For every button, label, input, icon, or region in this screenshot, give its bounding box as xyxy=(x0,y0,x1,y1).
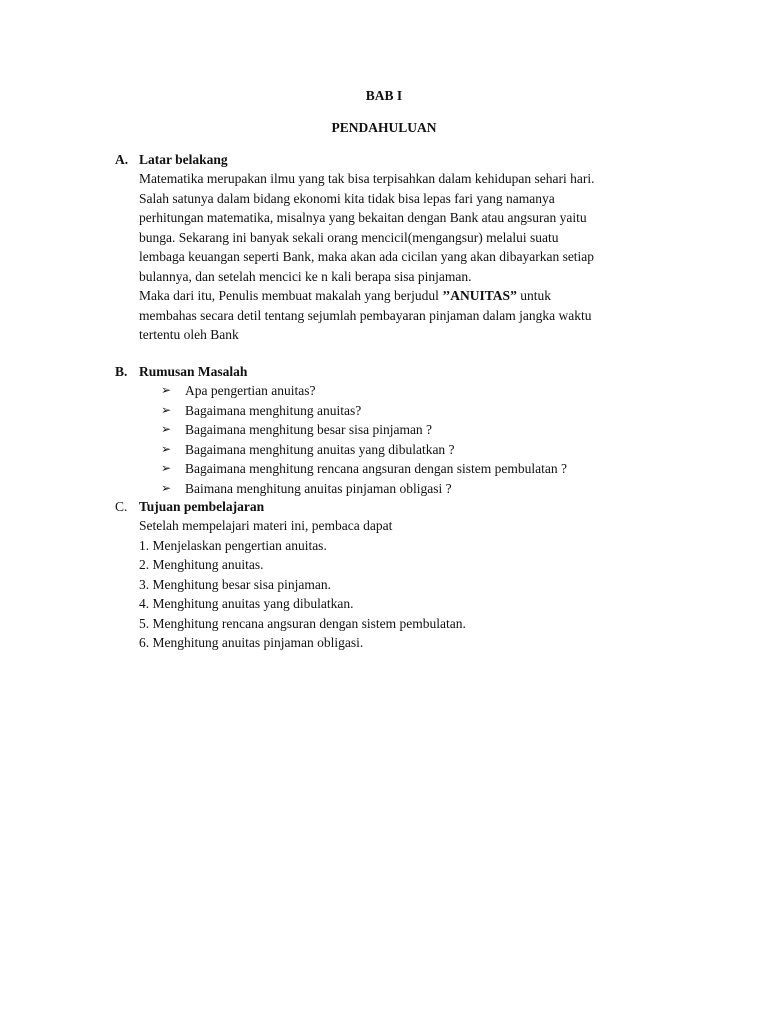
bullet-list xyxy=(161,381,685,498)
section-title: Latar belakang xyxy=(139,152,228,167)
list-item-text: Bagaimana menghitung besar sisa pinjaman ? xyxy=(185,422,433,437)
paragraph-line: lembaga keuangan seperti Bank, maka akan ada cicilan yang akan dibayarkan setiap xyxy=(139,249,595,264)
section-heading xyxy=(115,150,685,169)
arrowhead-bullet-icon: ➢ xyxy=(161,461,172,475)
chapter-heading: BAB I xyxy=(365,88,403,103)
arrowhead-bullet-icon: ➢ xyxy=(161,480,172,495)
paragraph-line: bulannya, dan setelah mencici ke n kali berapa sisa pinjaman. xyxy=(139,268,472,284)
paragraph-text: untuk xyxy=(516,288,551,303)
paragraph-line: perhitungan matematika, misalnya yang bekaitan dengan Bank atau angsuran yaitu xyxy=(139,210,587,225)
paragraph-line: Salah satunya dalam bidang ekonomi kita tidak bisa lepas fari yang namanya xyxy=(139,190,555,206)
section-heading xyxy=(115,362,685,381)
arrowhead-bullet-icon: ➢ xyxy=(161,441,172,456)
paragraph-line: membahas secara detil tentang sejumlah pembayaran pinjaman dalam jangka waktu xyxy=(139,307,592,323)
paragraph-line: bunga. Sekarang ini banyak sekali orang mencicil(mengangsur) melalui suatu xyxy=(139,229,559,245)
list-item xyxy=(161,381,685,401)
list-item xyxy=(161,459,685,479)
section-heading xyxy=(115,497,685,516)
section-letter: B. xyxy=(115,364,128,379)
chapter-title: PENDAHULUAN xyxy=(331,120,437,135)
section-rumusan-masalah xyxy=(115,362,685,498)
list-item-text: Apa pengertian anuitas? xyxy=(185,383,316,398)
list-item: 5. Menghitung rencana angsuran dengan sistem pembulatan. xyxy=(139,615,466,631)
list-item xyxy=(161,479,685,499)
paragraph-text: Maka dari itu, Penulis membuat makalah yang berjudul xyxy=(139,288,443,303)
section-tujuan-pembelajaran xyxy=(115,497,685,653)
paragraph-line xyxy=(139,286,685,306)
list-item-text: Bagaimana menghitung rencana angsuran dengan sistem pembulatan ? xyxy=(185,461,567,476)
list-item: 2. Menghitung anuitas. xyxy=(139,557,264,572)
list-item-text: Baimana menghitung anuitas pinjaman obligasi ? xyxy=(185,480,452,496)
list-item: 3. Menghitung besar sisa pinjaman. xyxy=(139,576,331,592)
list-item xyxy=(161,420,685,440)
paragraph-line: Matematika merupakan ilmu yang tak bisa terpisahkan dalam kehidupan sehari hari. xyxy=(139,171,595,186)
makalah-title: ’’ANUITAS” xyxy=(442,288,517,303)
list-item xyxy=(161,440,685,460)
list-item xyxy=(161,401,685,421)
list-item: 4. Menghitung anuitas yang dibulatkan. xyxy=(139,596,354,611)
section-letter: A. xyxy=(115,152,129,167)
numbered-list xyxy=(139,516,685,653)
intro-line: Setelah mempelajari materi ini, pembaca dapat xyxy=(139,518,393,533)
list-item-text: Bagaimana menghitung anuitas yang dibulatkan ? xyxy=(185,441,455,457)
list-item: 6. Menghitung anuitas pinjaman obligasi. xyxy=(139,635,364,650)
section-letter: C. xyxy=(115,499,128,514)
arrowhead-bullet-icon: ➢ xyxy=(161,383,172,397)
list-item: 1. Menjelaskan pengertian anuitas. xyxy=(139,537,327,553)
paragraph-line: tertentu oleh Bank xyxy=(139,327,239,342)
section-latar-belakang xyxy=(115,150,685,345)
list-item-text: Bagaimana menghitung anuitas? xyxy=(185,402,362,418)
section-title: Tujuan pembelajaran xyxy=(139,499,265,514)
arrowhead-bullet-icon: ➢ xyxy=(161,422,172,436)
arrowhead-bullet-icon: ➢ xyxy=(161,402,172,417)
section-title: Rumusan Masalah xyxy=(139,364,248,379)
paragraph xyxy=(139,169,685,345)
